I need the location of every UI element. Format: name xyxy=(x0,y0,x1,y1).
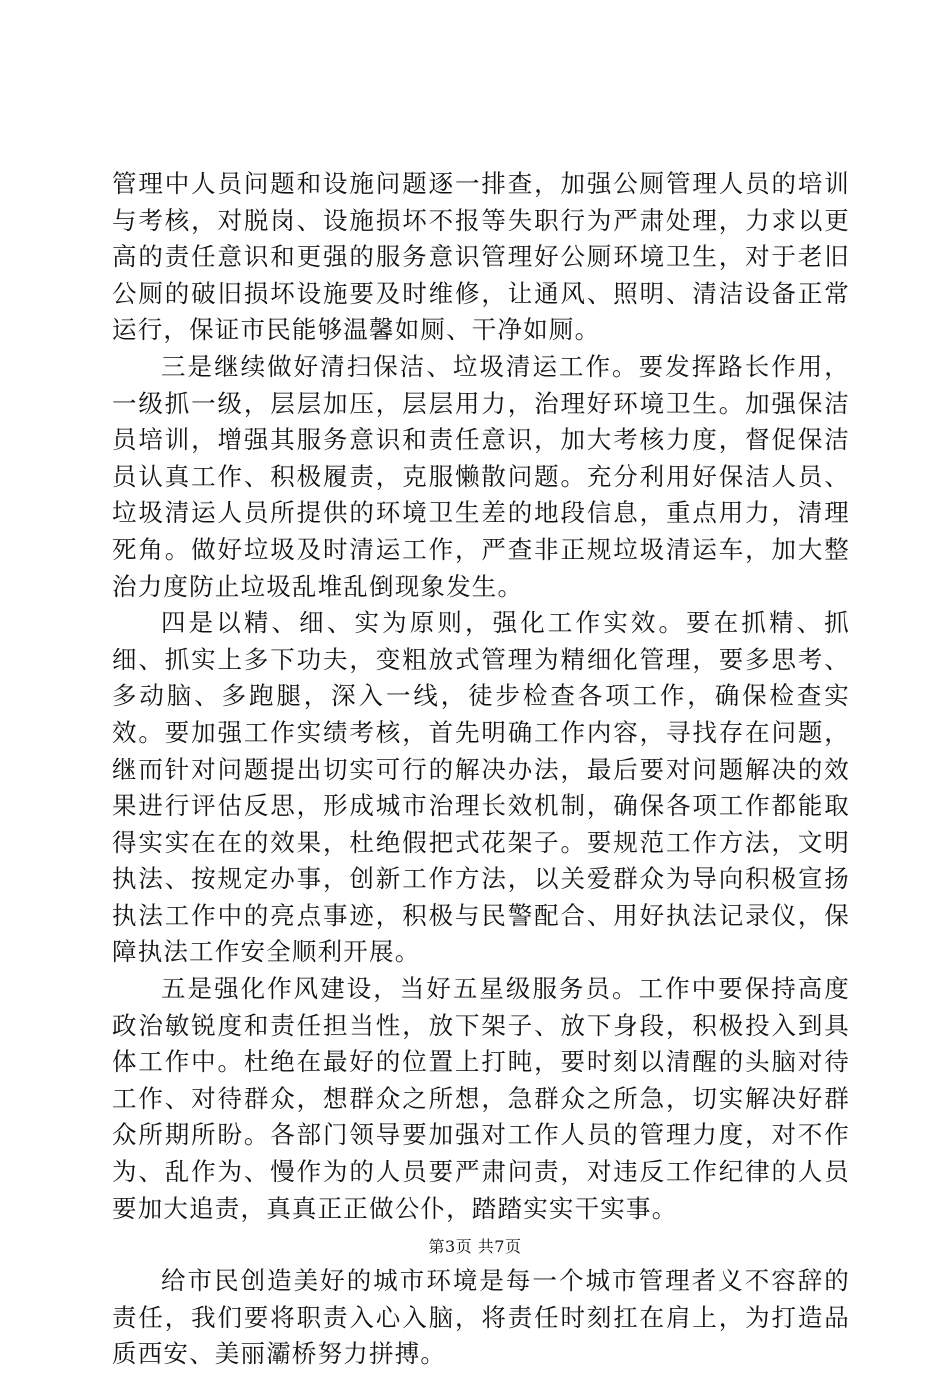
paragraph-section-three: 三是继续做好清扫保洁、垃圾清运工作。要发挥路长作用，一级抓一级，层层加压，层层用力，治理好环境卫生。加强保洁员培训，增强其服务意识和责任意识，加大考核力度，督促保洁员认真工作、积极履责，克服懒散问题。充分利用好保洁人员、垃圾清运人员所提供的环境卫生差的地段信息，重点用力，清理死角。做好垃圾及时清运工作，严查非正规垃圾清运车，加大整治力度防止垃圾乱堆乱倒现象发生。 xyxy=(112,351,850,601)
paragraph-continued: 管理中人员问题和设施问题逐一排查，加强公厕管理人员的培训与考核，对脱岗、设施损坏不报等失职行为严肃处理，力求以更高的责任意识和更强的服务意识管理好公厕环境卫生，对于老旧公厕的破旧损坏设施要及时维修，让通风、照明、清洁设备正常运行，保证市民能够温馨如厕、干净如厕。 xyxy=(112,169,850,345)
paragraph-section-five: 五是强化作风建设，当好五星级服务员。工作中要保持高度政治敏锐度和责任担当性，放下架子、放下身段，积极投入到具体工作中。杜绝在最好的位置上打盹，要时刻以清醒的头脑对待工作、对待群众，想群众之所想，急群众之所急，切实解决好群众所期所盼。各部门领导要加强对工作人员的管理力度，对不作为、乱作为、慢作为的人员要严肃问责，对违反工作纪律的人员要加大追责，真真正正做公仆，踏踏实实干实事。 xyxy=(112,974,850,1223)
page-footer xyxy=(0,1234,950,1257)
paragraph-section-four: 四是以精、细、实为原则，强化工作实效。要在抓精、抓细、抓实上多下功夫，变粗放式管理为精细化管理，要多思考、多动脑、多跑腿，深入一线，徒步检查各项工作，确保检查实效。要加强工作实绩考核，首先明确工作内容，寻找存在问题，继而针对问题提出切实可行的解决办法，最后要对问题解决的效果进行评估反思，形成城市治理长效机制，确保各项工作都能取得实实在在的效果，杜绝假把式花架子。要规范工作方法，文明执法、按规定办事，创新工作方法，以关爱群众为导向积极宣扬执法工作中的亮点事迹，积极与民警配合、用好执法记录仪，保障执法工作安全顺利开展。 xyxy=(112,608,850,967)
page-number: 第3页 共7页 xyxy=(428,1237,522,1256)
paragraph-conclusion: 给市民创造美好的城市环境是每一个城市管理者义不容辞的责任，我们要将职责入心入脑，将责任时刻扛在肩上，为打造品质西安、美丽灞桥努力拼搏。 xyxy=(112,1266,850,1369)
document-body xyxy=(112,166,850,1373)
